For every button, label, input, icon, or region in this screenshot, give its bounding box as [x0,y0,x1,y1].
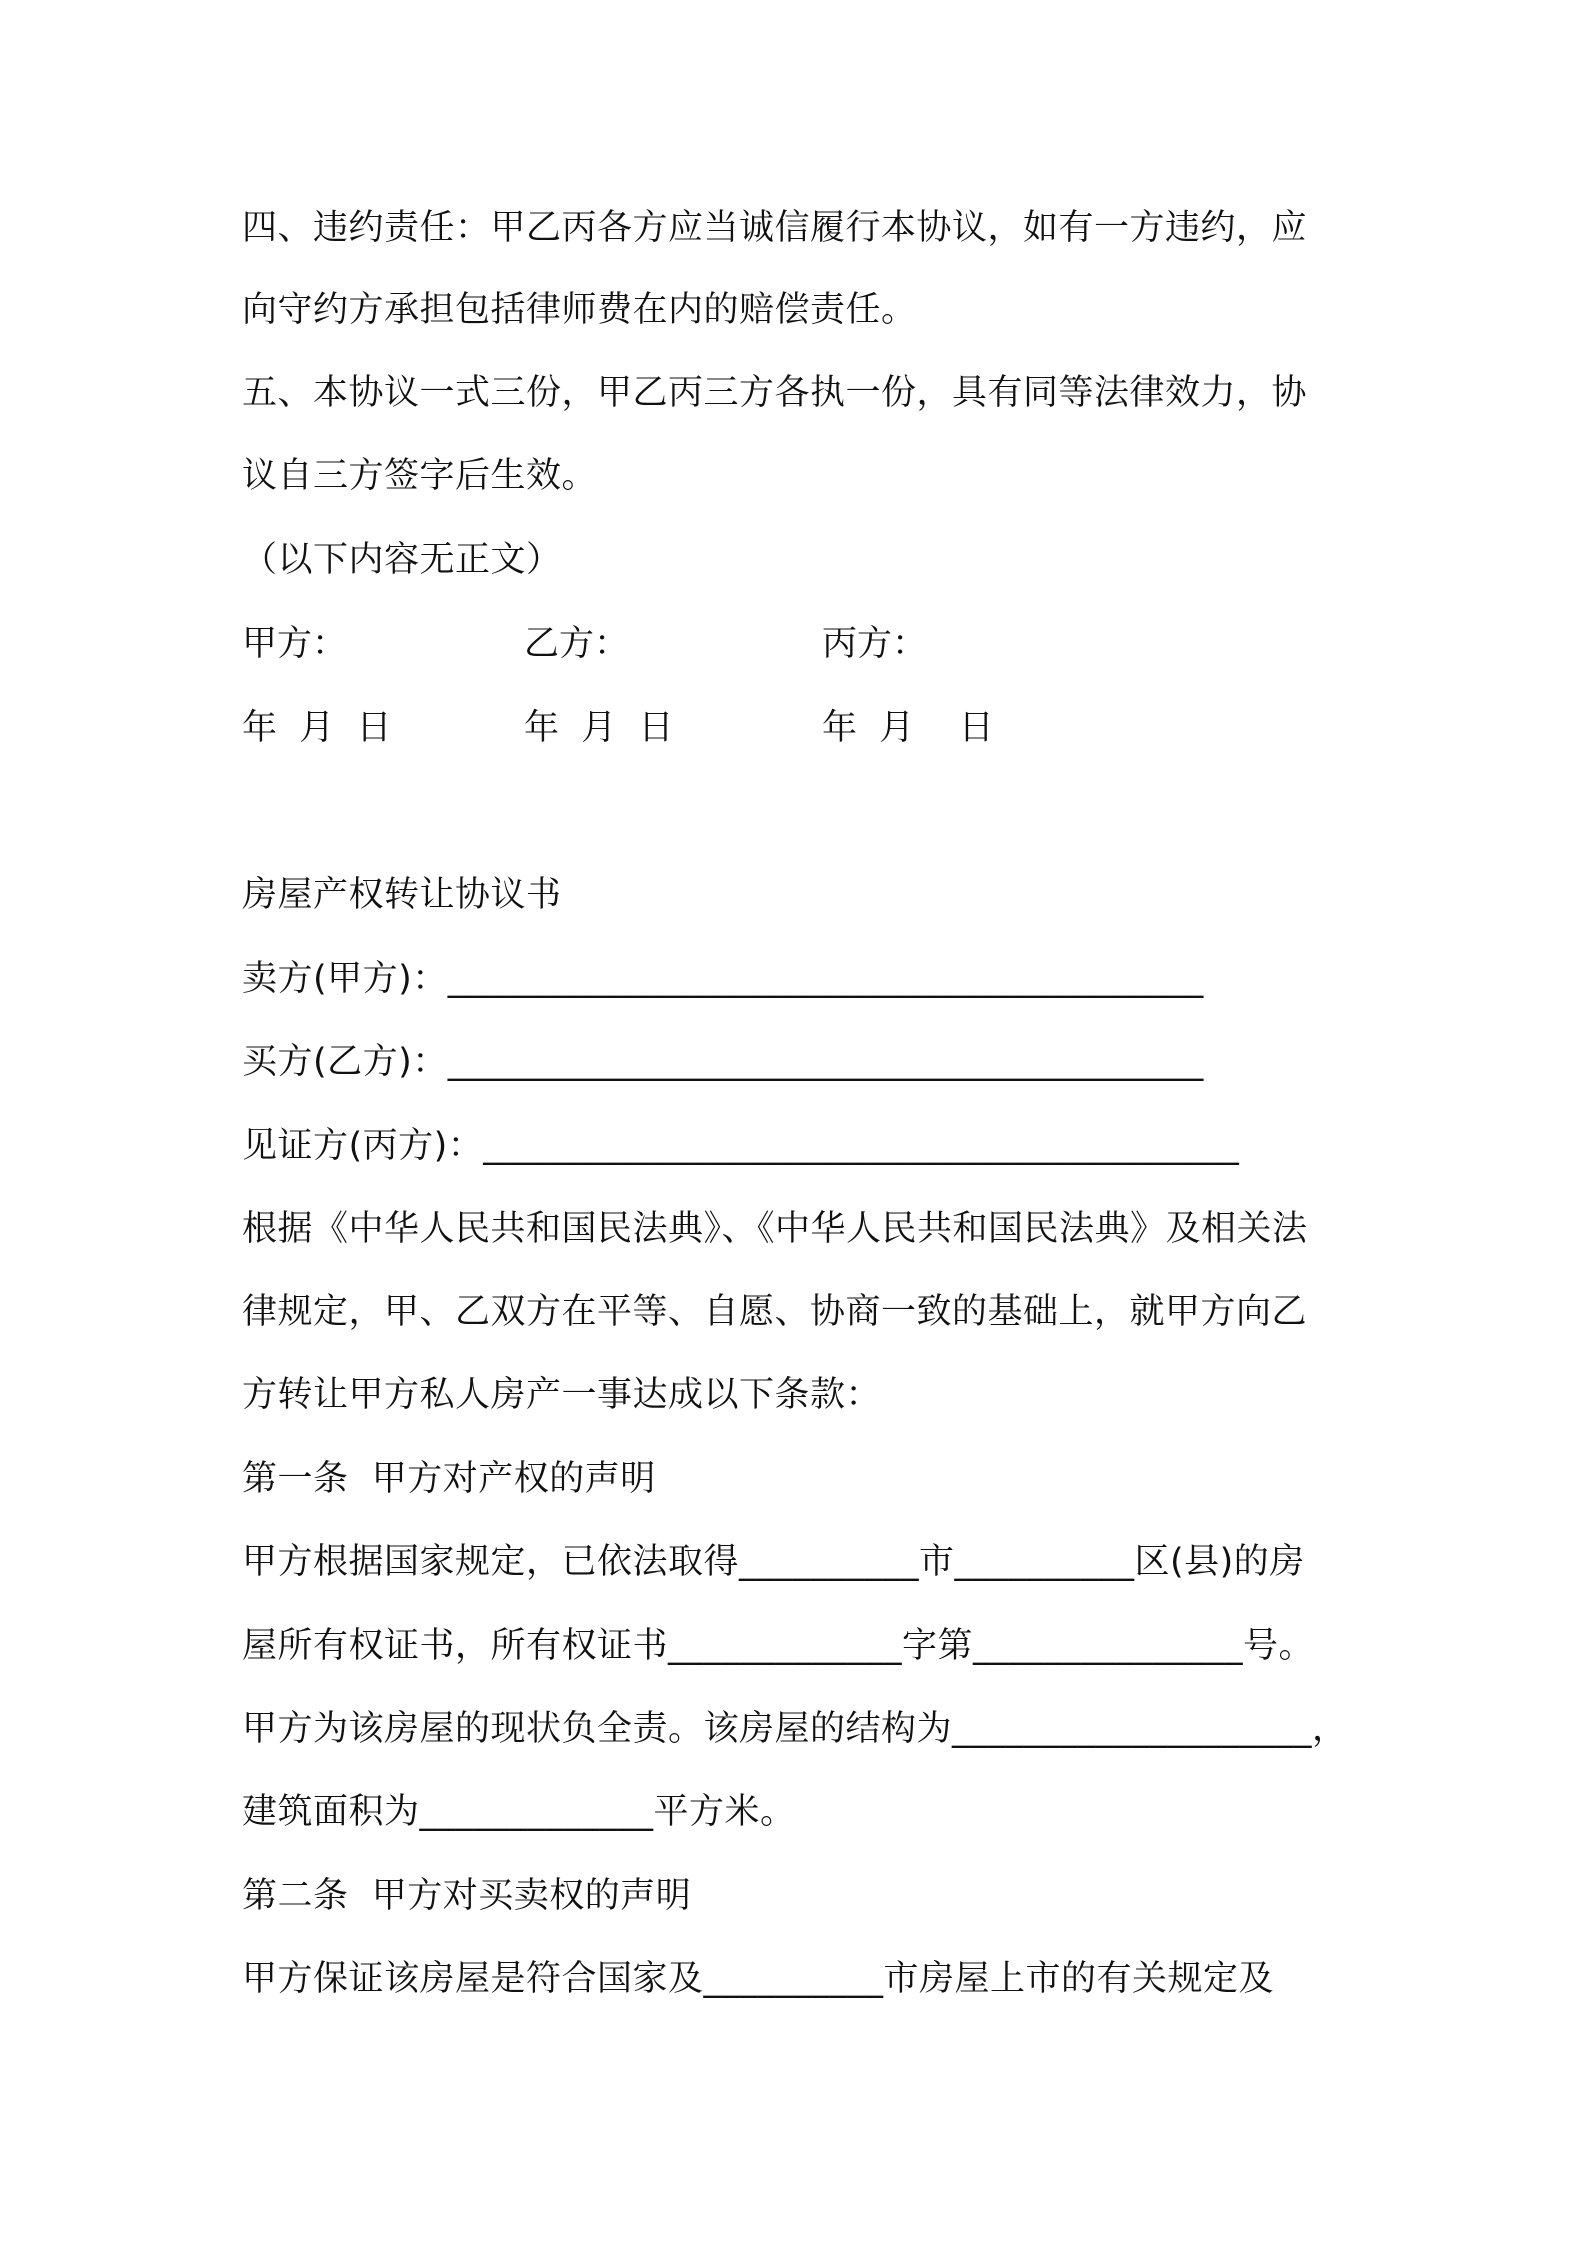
party-b-date: 年 月 日 [524,708,674,748]
party-b-signature: 乙方： [524,624,630,664]
article-one-line-1: 甲方根据国家规定，已依法取得__________市__________区(县)的房 [242,1542,1305,1582]
seller-line: 卖方(甲方)：__________________________________________ [242,959,1204,999]
clause-four-line-1: 四、违约责任：甲乙丙各方应当诚信履行本协议，如有一方违约，应 [242,208,1308,248]
body-line-1: 根据《中华人民共和国民法典》、《中华人民共和国民法典》及相关法 [242,1209,1308,1249]
party-a-signature: 甲方： [242,624,348,664]
clause-five-line-1: 五、本协议一式三份，甲乙丙三方各执一份，具有同等法律效力，协 [242,373,1308,413]
article-two-title: 第二条 甲方对买卖权的声明 [242,1876,692,1916]
article-two-line-1: 甲方保证该房屋是符合国家及__________市房屋上市的有关规定及 [242,1959,1275,1999]
agreement-title: 房屋产权转让协议书 [242,875,562,915]
article-one-line-3: 甲方为该房屋的现状负全责。该房屋的结构为____________________， [242,1709,1348,1749]
party-a-date: 年 月 日 [242,708,392,748]
party-c-date: 年 月 日 [822,708,994,748]
body-line-3: 方转让甲方私人房产一事达成以下条款： [242,1375,882,1415]
article-one-title: 第一条 甲方对产权的声明 [242,1459,656,1499]
witness-line: 见证方(丙方)：__________________________________________ [242,1126,1240,1166]
article-one-line-2: 屋所有权证书，所有权证书_____________字第_______________号。 [242,1626,1315,1666]
buyer-line: 买方(乙方)：__________________________________________ [242,1042,1204,1082]
article-one-line-4: 建筑面积为_____________平方米。 [242,1792,796,1832]
no-text-note: （以下内容无正文） [242,540,562,580]
clause-five-line-2: 议自三方签字后生效。 [242,456,598,496]
body-line-2: 律规定，甲、乙双方在平等、自愿、协商一致的基础上，就甲方向乙 [242,1292,1308,1332]
clause-four-line-2: 向守约方承担包括律师费在内的赔偿责任。 [242,290,917,330]
party-c-signature: 丙方： [822,624,928,664]
